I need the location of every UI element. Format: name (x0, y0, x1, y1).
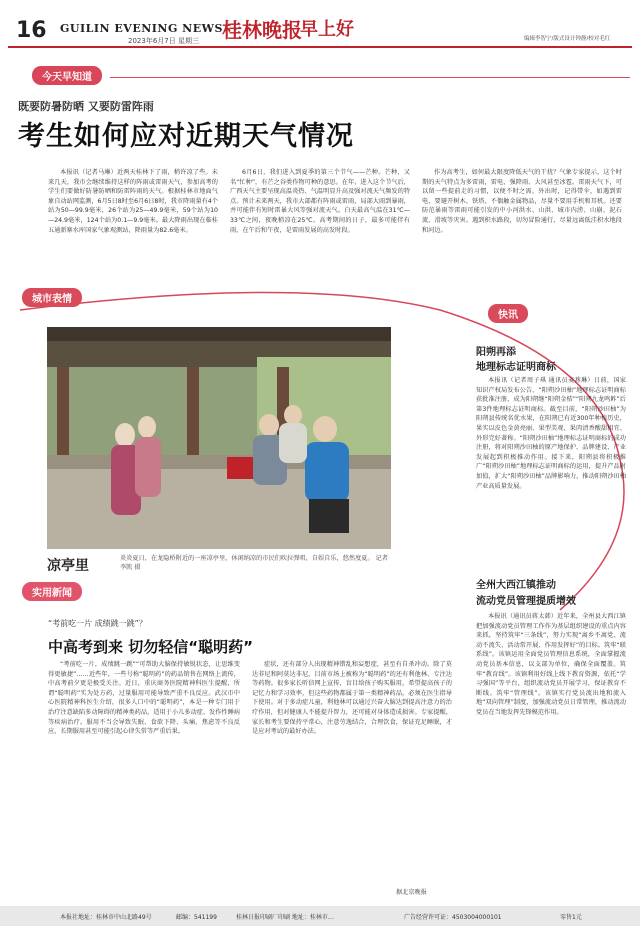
practical-kicker: “考前吃一片 成绩跳一跳”？ (48, 619, 147, 628)
lead-column-2 (230, 168, 410, 288)
lead-subtitle: 既要防暑防晒 又要防雷阵雨 (18, 100, 154, 113)
lead-text-1: 本报讯（记者马琳）近两天桂林下了雨，稍许凉了些。未来几天，我市会继续维持这样的阵雨或雷雨天气，参加高考的学生们要做好防暑防晒和防雷阵雨的天气。根据桂林市地面气象自动站网监测，6月5日8时至6月6日8时，我市降雨量有4个站为50—99.9毫米，26个站为25—49.9毫米，59个站为10—24.9毫米，124个站为0.1—9.9毫米。最大降雨出现在临桂五通新寨水库国家气象观测站，降雨量为82.6毫米。 (48, 169, 218, 234)
footer-price: 零售1元 (560, 914, 582, 921)
footer-address: 本报社地址：桂林市中山北路49号 (60, 914, 152, 921)
express2-title2: 流动党员管理提质增效 (476, 596, 576, 607)
brand-logo: 桂林晚报 (222, 18, 302, 42)
express1-body (476, 376, 626, 558)
footer-bar (0, 906, 640, 926)
footer-printer: 桂林日报印刷厂印刷 地址：桂林市… (236, 914, 334, 921)
issue-date: 2023年6月7日 星期三 (128, 37, 199, 45)
section-tag-express: 快讯 (488, 304, 528, 323)
lead-text-3: 作为高考生，如何最大限度降低天气的干扰？气象专家提示，这个时期的天气特点为多雷雨，雷电、强降雨、大风甚至冰雹。雷雨天气下，可以留一些提前走的习惯，以便不时之需。外出时，记得带伞，如遇到雷电，要避开树木、铁塔、不偶触金属物品，尽量不要用手机和耳机。还要防范暴雨等雷雨可能引发的中小河洪水、山洪、城市内涝、山崩、泥石流、滑坡等灾害。遇到积水路段，切勿冒险通行，尽量远离低洼积水地段和河边。 (422, 169, 622, 234)
practical-column-2 (252, 660, 452, 886)
express1-title2: 地理标志证明商标 (476, 362, 556, 373)
express2-body (476, 612, 626, 900)
lead-column-1 (48, 168, 218, 288)
express1-text: 本报讯（记者周子琪 通讯员麦燕琳）日前，国家知识产权局发布公告，“阳朔沙田柚”地理标志证明商标获批准注册，成为阳朔继“阳朔金桔”“阳朔九龙鸣鲊”后第3件地理标志证明商标。截至目前，“阳朔沙田柚”为阳朔县传统名优水果，在阳朔已有近300年种植历史，果实以皮色金黄亮丽、果型美观、果肉清香酸甜相宜、外形完好著称。“阳朔沙田柚”地理标志证明商标的成功注册，将对阳朔沙田柚的原产地保护、品牌建设、产业发展起到积极推动作用。接下来，阳朔县将积极推广“阳朔沙田柚”地理标志证明商标的运用，提升产品附加值，扩大“阳朔沙田柚”品牌影响力，推动阳朔沙田柚产业高质量发展。 (476, 377, 626, 490)
practical-credit: 据北京晚报 (396, 889, 427, 896)
page-slogan: 早上好 (300, 19, 354, 40)
express2-title: 全州大西江镇推动 (476, 580, 556, 591)
section-tag-today: 今天早知道 (32, 66, 102, 85)
brand-english: GUILIN EVENING NEWS (60, 22, 223, 35)
photo-credit: 记者李凯 摄 (120, 555, 389, 571)
practical-text-2: 症状，还有部分人出现精神错乱和妄想症，甚至有自杀冲动。除了莫达非尼和阿莫达非尼，目前市场上被称为“聪明药”的还有利他林、专注达等药物。很多家长听信网上宣传，盲目给孩子购买服用，希望提高孩子的记忆力和学习效率，但这些药物都属于第一类精神药品，必须在医生指导下使用。对于多动症儿童，利他林可以通过兴奋大脑达到提高注意力的治疗作用，但对健康人不能提升智力，还可能对身体造成损害。专家提醒，家长和考生要保持平常心，注意劳逸结合，合理饮食，保证充足睡眠，才是应对考试的最好办法。 (252, 661, 452, 736)
news-photo (47, 327, 391, 549)
footer-license: 广告经营许可证：4503004000101 (404, 914, 502, 921)
photo-title: 凉亭里 (47, 558, 89, 574)
lead-headline: 考生如何应对近期天气情况 (18, 121, 354, 152)
photo-caption (120, 554, 390, 572)
lead-column-3 (422, 168, 622, 288)
page-number: 16 (16, 18, 47, 43)
practical-headline: 中高考到来 切勿轻信“聪明药” (48, 638, 253, 656)
footer-postcode: 邮编：541199 (176, 914, 217, 921)
practical-column-1 (48, 660, 240, 900)
photo-caption-text: 炎炎夏日，在龙隐桥附近的一座凉亭里，休闲纳凉的市民们吹拉弹唱，自娱自乐，悠然度夏。 (120, 555, 374, 562)
express2-text: 本报讯（通讯员蒋太韩）近年来，全州县大西江镇把加强流动党员管理工作作为基层组织建设的重点内容来抓，坚持筑牢“三条线”，努力实现“离乡不离党、流动不流失、活动常开展、作用发挥好”的目标。筑牢“联系线”。该镇运用全面党员管理信息系统，全面掌握流动党员基本信息，以支部为单位，确保全面覆盖。筑牢“教育线”。该镇利用好线上线下教育资源，依托“学习强国”等平台，组织流动党员开展学习，保证教育不断线。筑牢“管理线”。该镇实行党员流出地和流入地“双向管理”制度，加强流动党员日常管理，推动流动党员在当地发挥先锋模范作用。 (476, 613, 626, 716)
lead-text-2: 6月6日，我们进入到夏季的第三个节气——芒种。芒种，又名“忙种”，有芒之谷类作物可种的意思。在年，进入这个节气后，广西天气主要呈现高温炎热、气温明显升高及强对流天气频发的特点。预计未来两天，我市大部都有阵雨或雷雨，局部大雨到暴雨，并可能伴有短时雷暴大风等强对流天气。白天最高气温在31℃—33℃之间，夜晚稍凉在25℃。高考期间的日子，最多可能伴有雨，在午后和午夜，是雷雨发展的高发时段。 (230, 169, 410, 234)
section-tag-city: 城市表情 (22, 288, 82, 307)
pavilion-photo (47, 327, 391, 549)
section-tag-practical: 实用新闻 (22, 582, 82, 601)
masthead (0, 0, 640, 44)
editor-info: 编辑李智宁/版式设计钟静/校对毛红 (524, 36, 611, 42)
header-rule (8, 46, 632, 48)
practical-text-1: “考前吃一片，成绩跳一跳”“可帮助大脑保持敏锐状态，让思维变得更敏捷”……近些年，一些号称“聪明药”的药品销售在网络上流传，中高考前夕更是极受关注。近日，重庆商务医院精神科医生提醒，所谓“聪明药”实为处方药，过量服用可能导致严重不良反应。武汉市中心医院精神科医生介绍，很多人口中的“聪明药”，本是一种专门用于治疗注意缺陷多动障碍的精神类药品，适用于小儿多动症、发作性睡病等疾病治疗。服用不当会导致失眠、食欲下降、头痛、焦虑等不良反应，长期服用甚至可能引起心律失常等严重后果。 (48, 661, 240, 736)
section-rule (110, 77, 630, 78)
express1-title: 阳朔再添 (476, 347, 516, 358)
